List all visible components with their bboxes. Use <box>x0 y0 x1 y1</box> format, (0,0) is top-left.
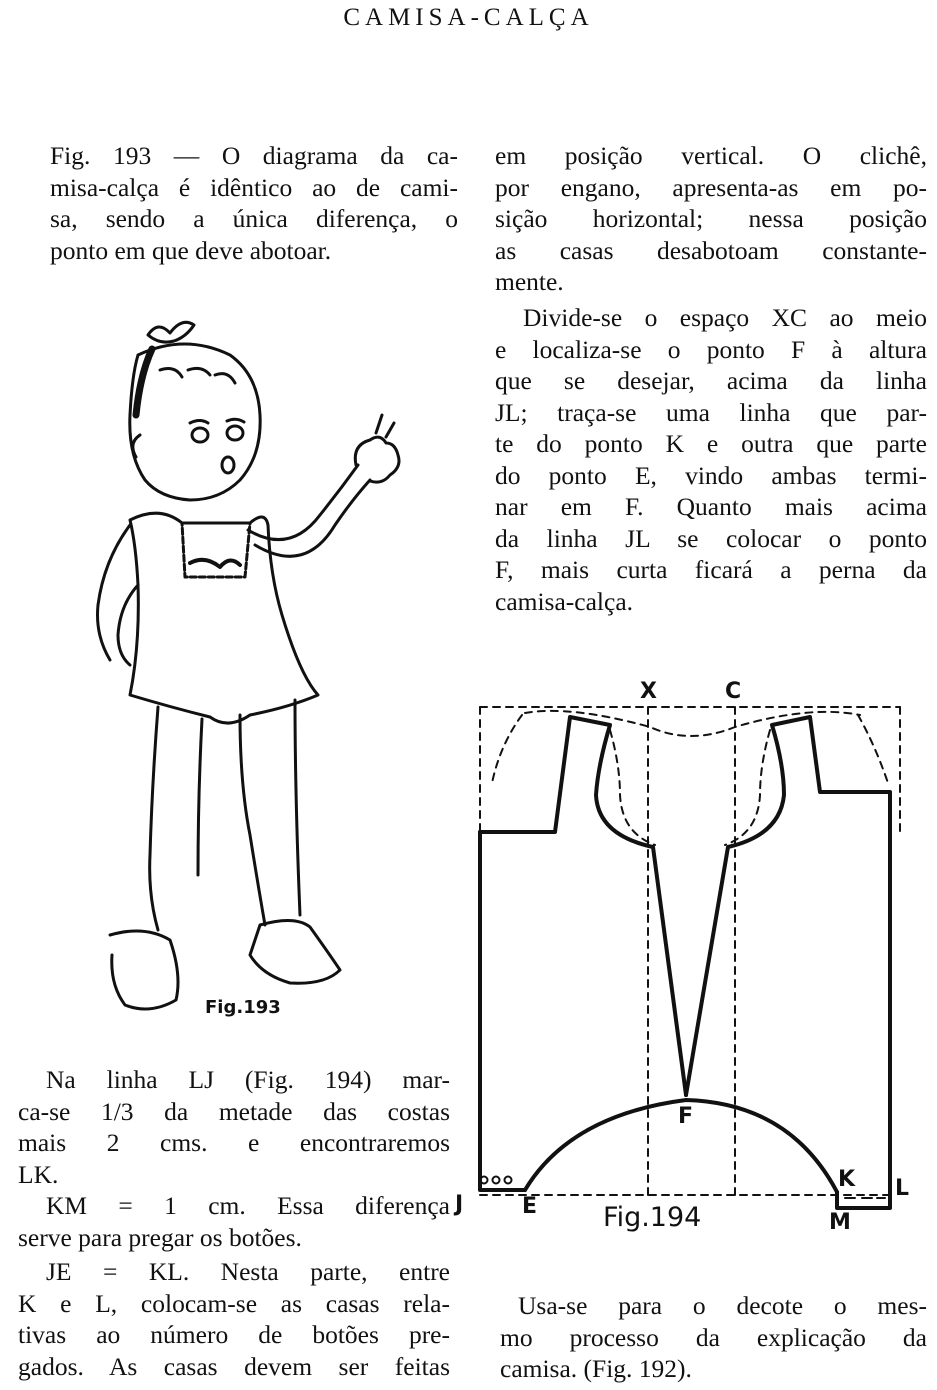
pattern-outline-left <box>480 717 686 1095</box>
text-line: em posição vertical. O clichê, <box>495 141 927 170</box>
paragraph-decote <box>500 1290 927 1385</box>
hair-bow <box>148 322 194 342</box>
text-line: serve para pregar os botões. <box>18 1222 302 1252</box>
point-label-k: K <box>838 1167 856 1192</box>
text-line: te do ponto K e outra que parte <box>495 429 927 458</box>
text-line: F, mais curta ficará a perna da <box>495 555 927 584</box>
text-line: sa, sendo a única diferença, o <box>50 204 458 233</box>
dashed-armhole-left <box>492 715 522 783</box>
pattern-left-side <box>480 832 525 1190</box>
text-line: mo processo da explicação da <box>500 1322 927 1352</box>
text-line: KM = 1 cm. Essa diferença <box>46 1191 450 1220</box>
text-line: tivas ao número de botões pre- <box>18 1320 450 1349</box>
point-label-x: X <box>640 679 657 704</box>
text-line: mente. <box>495 267 564 296</box>
text-line: Divide-se o espaço XC ao meio <box>523 303 927 332</box>
text-line: Fig. 193 — O diagrama da ca- <box>50 141 458 170</box>
text-line: K e L, colocam-se as casas rela- <box>18 1288 450 1318</box>
dress-neckline <box>182 523 250 577</box>
text-line: que se desejar, acima da linha <box>495 366 927 395</box>
figure-194-caption: Fig.194 <box>603 1202 702 1233</box>
legs-outline <box>150 700 300 930</box>
text-line: Usa-se para o decote o mes- <box>518 1291 927 1320</box>
left-shoe <box>110 931 178 1009</box>
paragraph-fig-193 <box>50 140 458 266</box>
page-title: CAMISA-CALÇA <box>343 4 594 31</box>
right-shoe <box>250 920 340 983</box>
point-label-e: E <box>522 1194 538 1219</box>
text-line: gados. As casas devem ser feitas <box>18 1351 450 1381</box>
paragraph-km <box>18 1190 450 1253</box>
text-line: camisa. (Fig. 192). <box>500 1354 692 1383</box>
point-label-l: L <box>895 1176 910 1201</box>
text-line: nar em F. Quanto mais acima <box>495 492 927 521</box>
text-line: e localiza-se o ponto F à altura <box>495 334 927 364</box>
text-line: misa-calça é idêntico ao de cami- <box>50 172 458 202</box>
text-line: camisa-calça. <box>495 586 634 616</box>
text-line: ca-se 1/3 da metade das costas <box>18 1096 450 1126</box>
point-label-c: C <box>725 679 742 704</box>
text-line: mais 2 cms. e encontraremos <box>18 1128 450 1157</box>
text-line: Na linha LJ (Fig. 194) mar- <box>46 1065 450 1094</box>
dashed-armhole-right <box>858 715 888 783</box>
text-line: JE = KL. Nesta parte, entre <box>46 1257 450 1286</box>
text-line: do ponto E, vindo ambas termi- <box>495 460 927 490</box>
figure-193-label: Fig.193 <box>205 997 281 1018</box>
point-label-f: F <box>678 1104 694 1129</box>
back-arm <box>98 525 139 665</box>
figure-193-child-illustration <box>90 315 420 1035</box>
raised-hand <box>355 437 399 482</box>
text-line: as casas desabotoam constante- <box>495 235 927 265</box>
paragraph-je <box>18 1256 450 1382</box>
point-label-j: J <box>455 1192 464 1217</box>
text-line: por engano, apresenta-as em po- <box>495 172 927 202</box>
paragraph-lj <box>18 1064 450 1190</box>
raised-arm <box>248 465 370 556</box>
text-line: ponto em que deve abotoar. <box>50 235 332 265</box>
pattern-outline-right <box>686 717 890 1190</box>
button-dot <box>493 1177 500 1184</box>
point-label-m: M <box>829 1210 851 1235</box>
text-line: da linha JL se colocar o ponto <box>495 523 927 553</box>
text-line: LK. <box>18 1159 59 1189</box>
dashed-crotch-curve <box>610 730 770 845</box>
paragraph-divide <box>495 302 927 617</box>
text-line: sição horizontal; nessa posição <box>495 204 927 233</box>
paragraph-vertical <box>495 140 927 298</box>
dress-outline <box>130 513 318 723</box>
text-line: JL; traça-se uma linha que par- <box>495 397 927 427</box>
button-dot <box>505 1177 512 1184</box>
figure-194-pattern-diagram <box>470 695 910 1225</box>
